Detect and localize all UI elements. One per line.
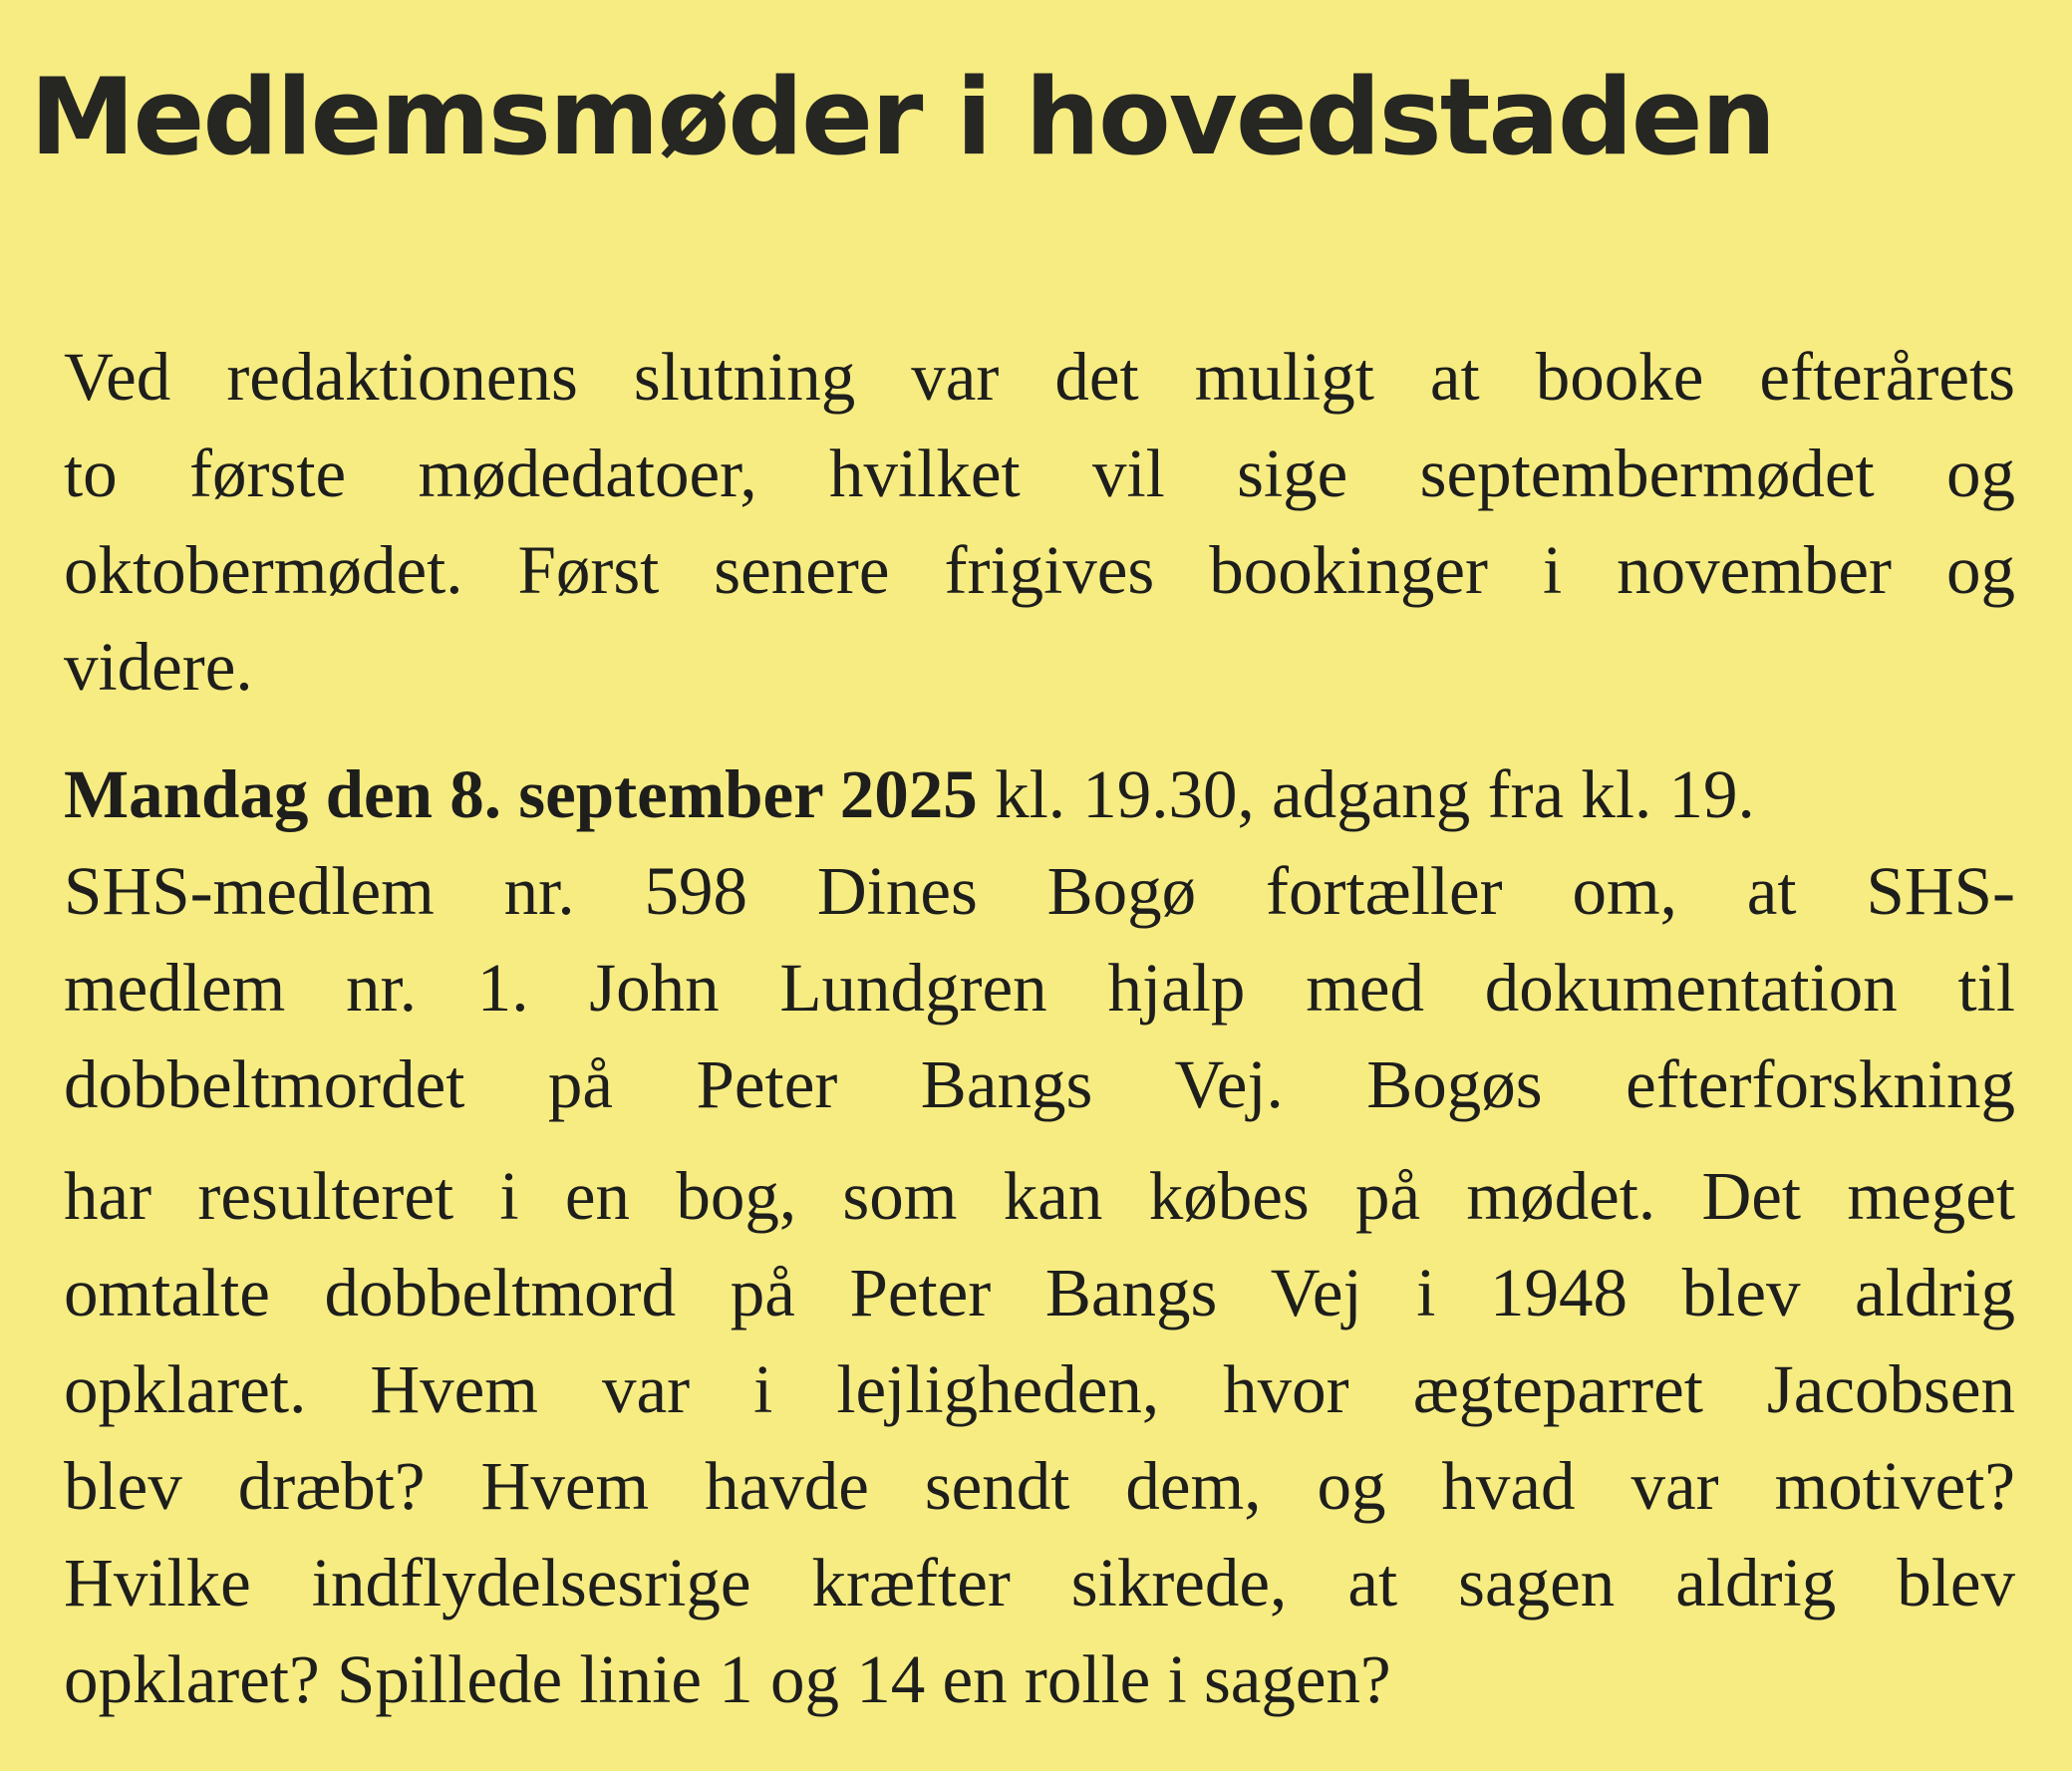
meeting-line: SHS-medlem nr. 598 Dines Bogø fortæller om, at SHS-: [64, 853, 2015, 929]
meeting-line: omtalte dobbeltmord på Peter Bangs Vej i 1948 blev aldrig: [64, 1255, 2015, 1330]
meeting-date-line: [64, 746, 2015, 843]
meeting-line: Hvilke indflydelsesrige kræfter sikrede, at sagen aldrig blev: [64, 1545, 2015, 1621]
meeting-time: kl. 19.30, adgang fra kl. 19.: [977, 756, 1755, 832]
intro-line: to første mødedatoer, hvilket vil sige septembermødet og: [64, 436, 2015, 511]
intro-line: Ved redaktionens slutning var det muligt at booke efterårets: [64, 339, 2015, 415]
intro-line: videre.: [64, 629, 253, 705]
meeting-line: har resulteret i en bog, som kan købes på mødet. Det meget: [64, 1158, 2015, 1234]
meeting-line: opklaret? Spillede linie 1 og 14 en rolle i sagen?: [64, 1641, 1391, 1717]
meeting-date: Mandag den 8. september 2025: [64, 756, 978, 832]
meeting-line: blev dræbt? Hvem havde sendt dem, og hvad var motivet?: [64, 1448, 2015, 1524]
meeting-line: medlem nr. 1. John Lundgren hjalp med dokumentation til: [64, 950, 2015, 1026]
meeting-line: opklaret. Hvem var i lejligheden, hvor ægteparret Jacobsen: [64, 1351, 2015, 1427]
intro-line: oktobermødet. Først senere frigives bookinger i november og: [64, 532, 2015, 608]
meeting-line: dobbeltmordet på Peter Bangs Vej. Bogøs efterforskning: [64, 1046, 2015, 1122]
article-heading: Medlemsmøder i hovedstaden: [30, 56, 1775, 178]
